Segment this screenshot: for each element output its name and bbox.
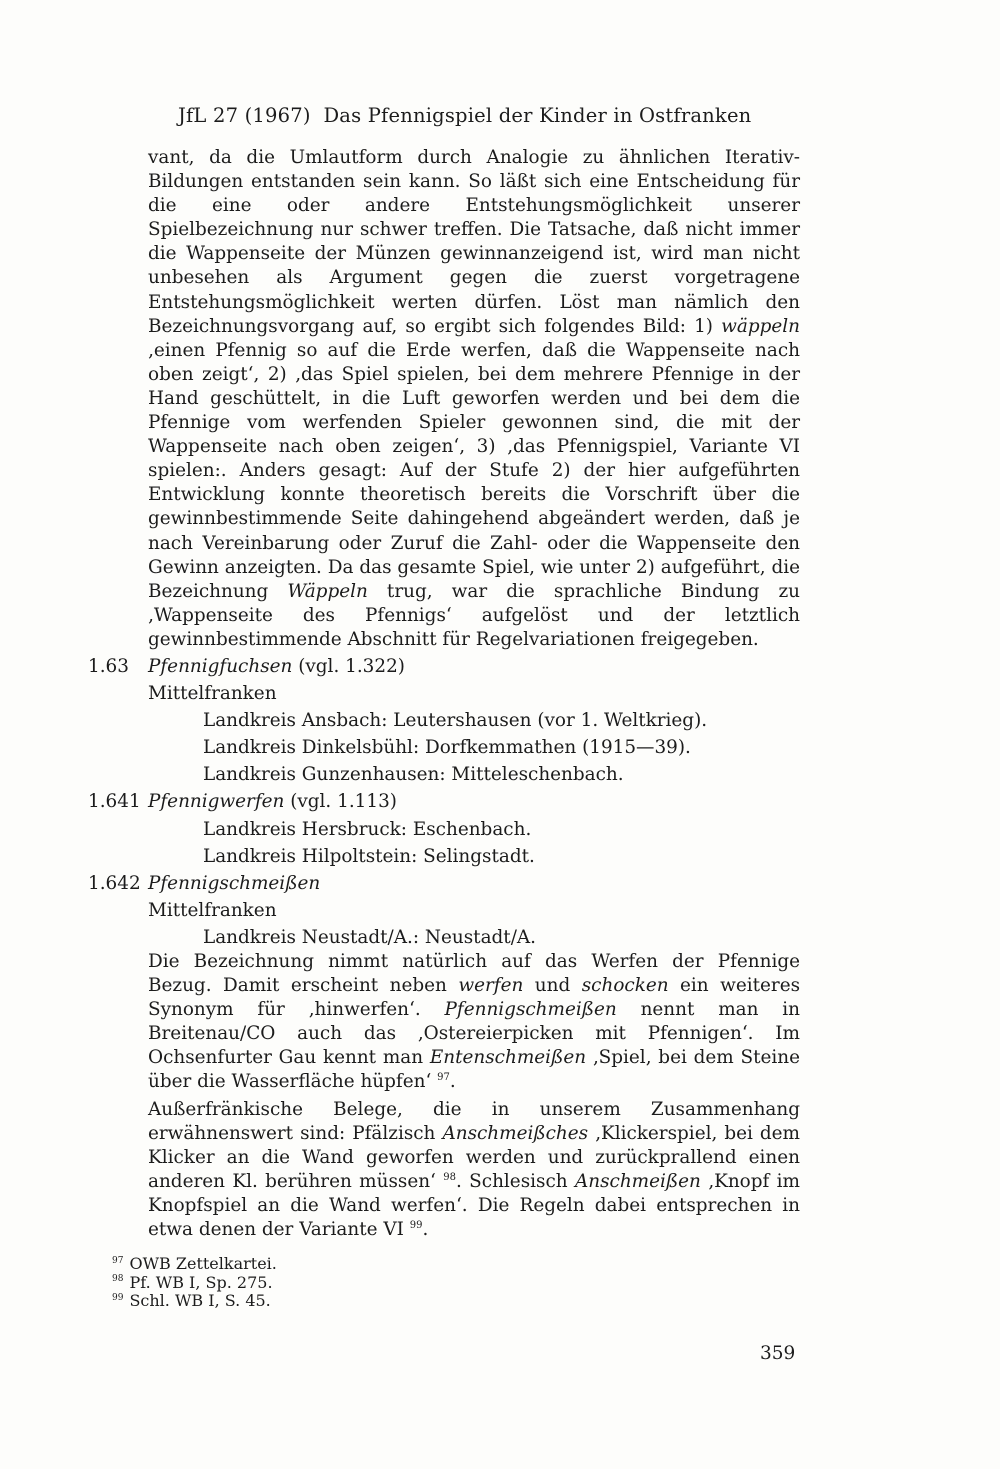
footnote: $^{99}$ Schl. WB I, S. 45.: [112, 1291, 271, 1310]
location: Landkreis Neustadt/A.: Neustadt/A.: [203, 926, 537, 948]
footnote: $^{97}$ OWB Zettelkartei.: [112, 1254, 277, 1273]
journal-citation: JfL 27 (1967): [178, 104, 311, 127]
paragraph: vant, da die Umlautform durch Analogie zu ähnlichen Iterativ-Bildungen entstanden sein kann. So läßt sich eine Entscheidung für die eine oder andere Entstehungsmöglichkeit unserer Spielbezeichnung nur schwer treffen. Die Tatsache, daß nicht immer die Wappenseite der Münzen gewinnanzeigend ist, wird man nicht unbesehen als Argument gegen die zuerst vorgetragene Entstehungsmöglichkeit werten dürfen. Löst man nämlich den Bezeichnungsvorgang auf, so ergibt sich folgendes Bild: 1) wäppeln ‚einen Pfennig so auf die Erde werfen, daß die Wappenseite nach oben zeigt‘, 2) ‚das Spiel spielen, bei dem mehrere Pfennige in der Hand geschüttelt, in die Luft geworfen werden und bei dem die Pfennige vom werfenden Spieler gewonnen sind, die mit der Wappenseite nach oben zeigen‘, 3) ‚das Pfennigspiel, Variante VI spielen:. Anders gesagt: Auf der Stufe 2) der hier aufgeführten Entwicklung konnte theoretisch bereits die Vorschrift über die gewinnbestimmende Seite dahingehend abgeändert werden, daß je nach Vereinbarung oder Zuruf die Zahl- oder die Wappenseite den Gewinn anzeigten. Da das gesamte Spiel, wie unter 2) aufgeführt, die Bezeichnung Wäppeln trug, war die sprachliche Bindung zu ‚Wappenseite des Pfennigs‘ aufgelöst und der letztlich gewinnbestimmende Abschnitt für Regelvariationen freigegeben.: [148, 147, 800, 650]
footnote-ref: 98: [443, 1171, 456, 1183]
entry-head: Pfennigwerfen (vgl. 1.113): [148, 791, 397, 813]
entry-1-63: [88, 655, 800, 787]
entry-1-642: [88, 872, 800, 950]
location: Landkreis Ansbach: Leutershausen (vor 1. Weltkrieg).: [203, 710, 708, 732]
entry-1-641: [88, 790, 800, 868]
entry-head: Pfennigfuchsen (vgl. 1.322): [148, 655, 405, 677]
entry-head: Pfennigschmeißen: [148, 872, 321, 894]
region: Mittelfranken: [148, 899, 277, 921]
article-title: Das Pfennigspiel der Kinder in Ostfranken: [323, 104, 752, 127]
entry-number: 1.641: [88, 791, 141, 813]
location: Landkreis Hilpoltstein: Selingstadt.: [203, 845, 535, 867]
footnote: $^{98}$ Pf. WB I, Sp. 275.: [112, 1272, 273, 1292]
running-header: [178, 104, 751, 127]
region: Mittelfranken: [148, 683, 277, 705]
location: Landkreis Gunzenhausen: Mitteleschenbach.: [203, 764, 624, 786]
location: Landkreis Dinkelsbühl: Dorfkemmathen (1915—39).: [203, 737, 691, 759]
location: Landkreis Hersbruck: Eschenbach.: [203, 818, 532, 840]
entry-number: 1.642: [88, 872, 141, 894]
page-number: 359: [760, 1343, 796, 1364]
footnote-ref: 97: [437, 1072, 450, 1084]
entry-number: 1.63: [88, 655, 129, 677]
paragraph: Die Bezeichnung nimmt natürlich auf das Werfen der Pfennige Bezug. Damit erscheint neben werfen und schocken ein weiteres Synonym für ‚hinwerfen‘. Pfennigschmeißen nennt man in Breitenau/CO auch das ‚Ostereierpicken mit Pfennigen‘. Im Ochsenfurter Gau kennt man Entenschmeißen ‚Spiel, bei dem Steine über die Wasserfläche hüpfen‘ $^{97}$.: [148, 951, 801, 1093]
paragraph: Außerfränkische Belege, die in unserem Zusammenhang erwähnenswert sind: Pfälzisch Anschmeißches ‚Klickerspiel, bei dem Klicker an die Wand geworfen werden und zurückprallend einen anderen Kl. berühren müssen‘ $^{98}$. Schlesisch Anschmeißen ‚Knopf im Knopfspiel an die Wand werfen‘. Die Regeln dabei entsprechen in etwa denen der Variante VI $^{99}$.: [148, 1098, 800, 1241]
main-text: [88, 146, 801, 1242]
footnote-ref: 99: [409, 1219, 423, 1231]
footnotes: [112, 1255, 277, 1311]
